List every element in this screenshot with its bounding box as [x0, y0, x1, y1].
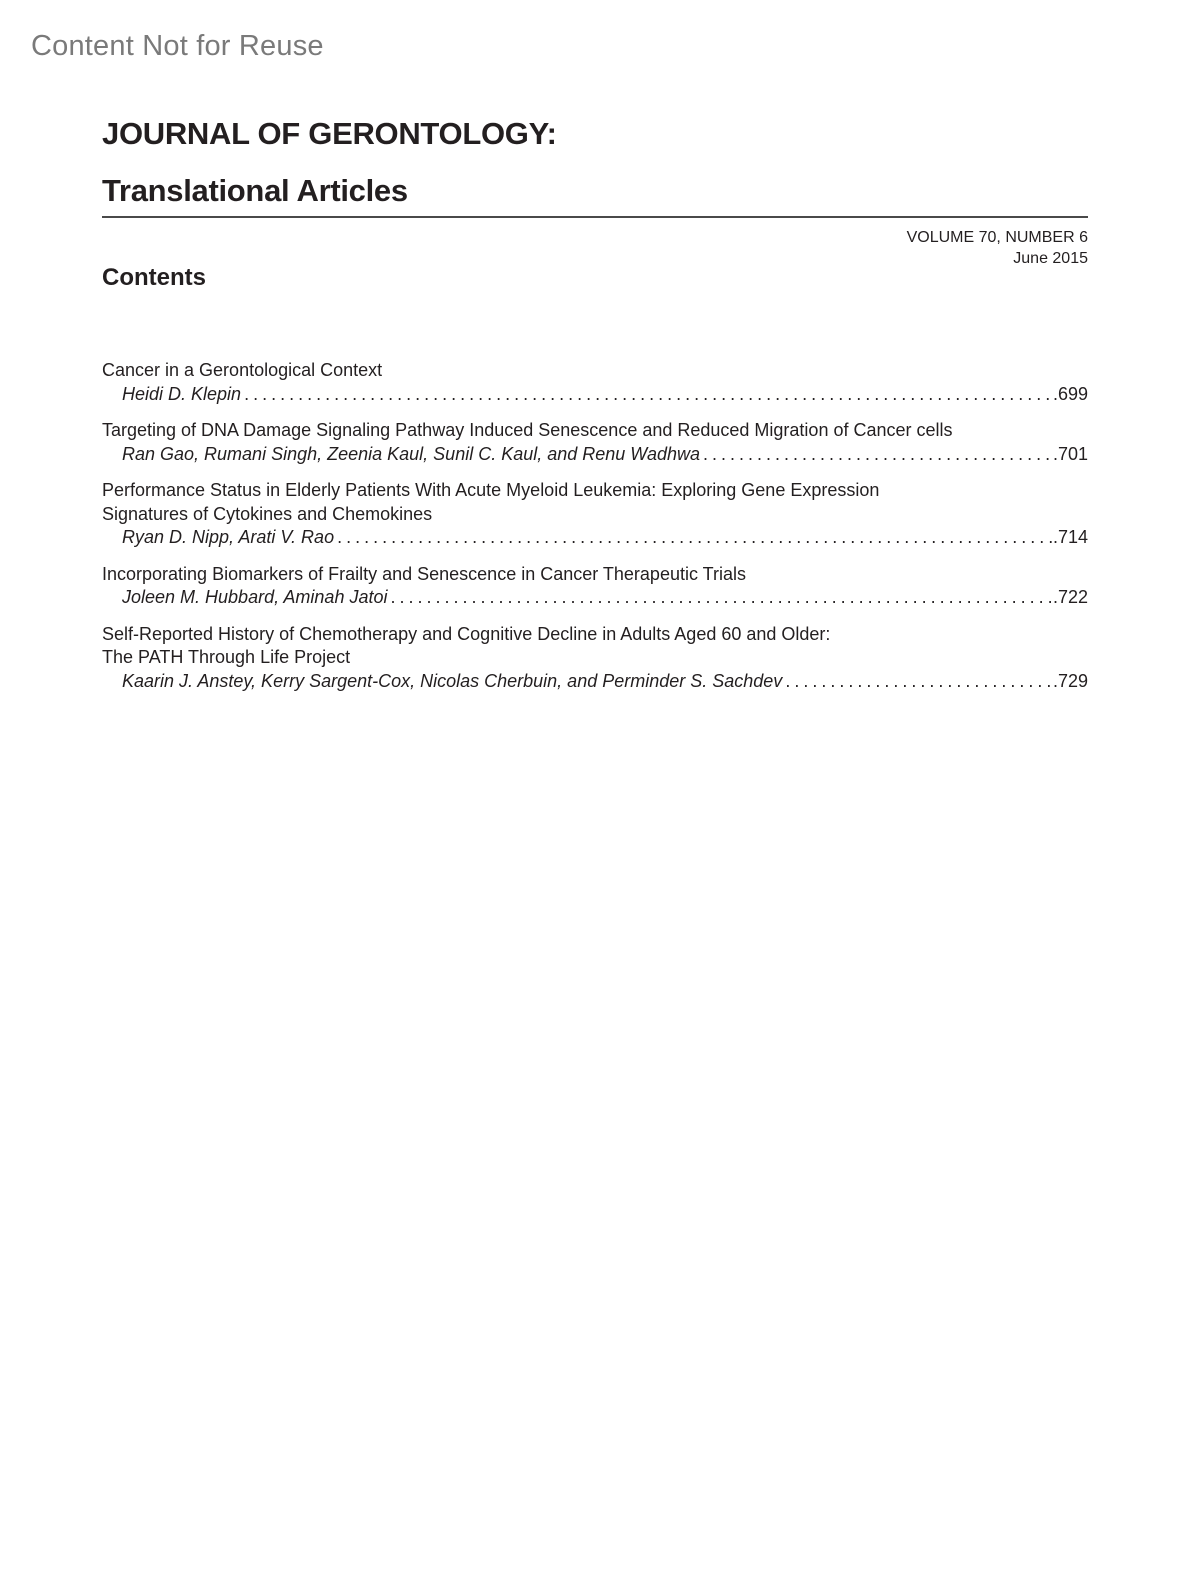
dot-leader	[700, 443, 1053, 467]
article-title-link[interactable]: Incorporating Biomarkers of Frailty and Senescence in Cancer Therapeutic Trials	[102, 563, 746, 584]
author-line	[102, 383, 1088, 407]
article-authors: Joleen M. Hubbard, Aminah Jatoi	[122, 587, 388, 607]
toc-entry	[102, 623, 1088, 694]
article-title-link[interactable]: Self-Reported History of Chemotherapy and Cognitive Decline in Adults Aged 60 and Older: The PATH Through Life Project	[102, 623, 831, 667]
page-number: .699	[1052, 383, 1088, 404]
article-title-link[interactable]: Performance Status in Elderly Patients With Acute Myeloid Leukemia: Exploring Gene Expression Signatures of Cytokines and Chemokines	[102, 480, 880, 524]
dot-leader	[782, 670, 1053, 694]
page-number: .722	[1052, 587, 1088, 607]
document-page	[102, 112, 1088, 706]
page-number: .714	[1052, 527, 1088, 547]
article-authors: Ryan D. Nipp, Arati V. Rao	[122, 527, 335, 547]
dot-leader	[241, 383, 1053, 407]
author-line	[102, 443, 1088, 467]
contents-heading: Contents	[102, 264, 206, 291]
watermark-text: Content Not for Reuse	[31, 30, 324, 62]
author-line	[102, 526, 1088, 550]
toc-entry	[102, 479, 1088, 550]
author-line	[102, 670, 1088, 694]
article-title-link[interactable]: Cancer in a Gerontological Context	[102, 360, 383, 380]
table-of-contents	[102, 359, 1088, 693]
article-title-link[interactable]: Targeting of DNA Damage Signaling Pathway Induced Senescence and Reduced Migration of Cancer cells	[102, 420, 953, 440]
author-line	[102, 586, 1088, 610]
article-authors: Kaarin J. Anstey, Kerry Sargent-Cox, Nicolas Cherbuin, and Perminder S. Sachdev	[122, 670, 783, 691]
journal-title: JOURNAL OF GERONTOLOGY:	[102, 116, 557, 151]
page-number: .701	[1052, 443, 1088, 464]
date-line: June 2015	[1013, 250, 1088, 267]
section-title: Translational Articles	[102, 171, 1088, 218]
toc-entry	[102, 419, 1088, 466]
page-number: .729	[1052, 670, 1088, 691]
toc-entry	[102, 563, 1088, 610]
toc-entry	[102, 359, 1088, 406]
dot-leader	[334, 526, 1053, 550]
article-authors: Heidi D. Klepin	[122, 383, 242, 404]
volume-line: VOLUME 70, NUMBER 6	[906, 229, 1088, 246]
dot-leader	[387, 586, 1052, 610]
article-authors: Ran Gao, Rumani Singh, Zeenia Kaul, Sunil C. Kaul, and Renu Wadhwa	[122, 443, 701, 464]
